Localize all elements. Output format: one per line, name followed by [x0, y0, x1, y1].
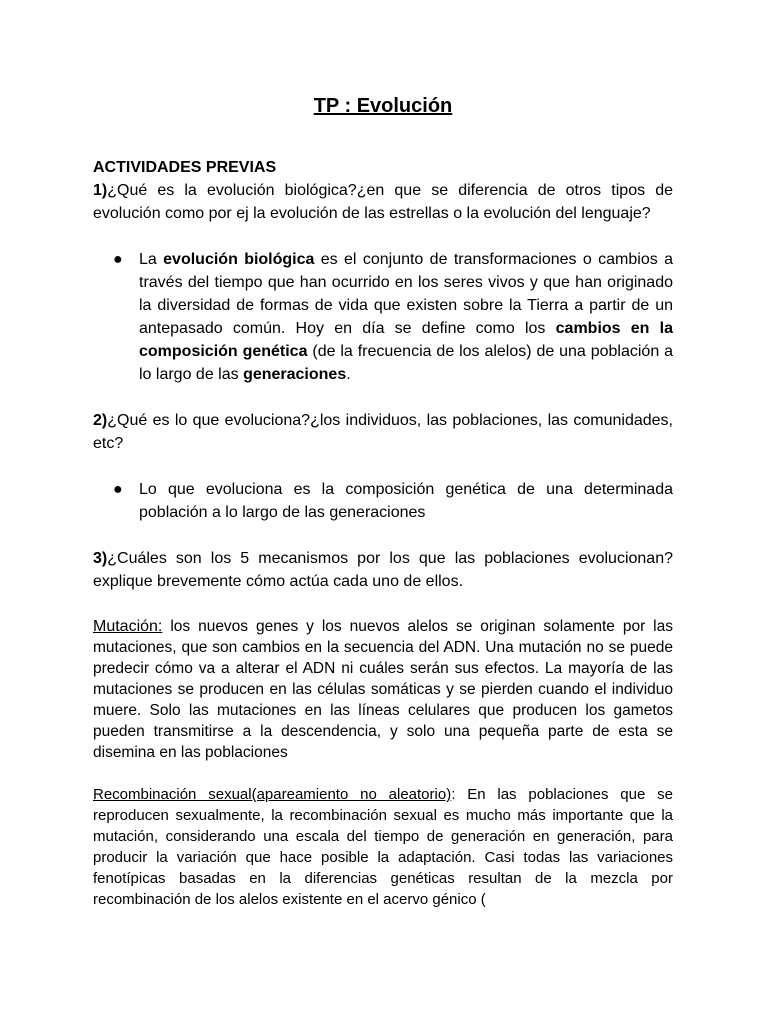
mutacion-text: los nuevos genes y los nuevos alelos se originan solamente por las mutaciones, que son cambios en la secuencia del ADN. Una mutación no se puede predecir cómo va a alterar el ADN ni cuáles serán sus efectos. La mayoría de las mutaciones se producen en las células somáticas y se pierden cuando el individuo muere. Solo las mutaciones en las líneas celulares que producen los gametos pueden transmitirse a la descendencia, y solo una pequeña parte de esta se disemina en las poblaciones — [93, 618, 673, 761]
answer-2-text: Lo que evoluciona es la composición genética de una determinada población a lo largo de las generaciones — [139, 481, 673, 521]
recombinacion-text: : En las poblaciones que se reproducen sexualmente, la recombinación sexual es mucho más importante que la mutación, considerando una escala del tiempo de generación en generación, para producir la variación que hace posible la adaptación. Casi todas las variaciones fenotípicas basadas en la diferencias genéticas resultan de la mezcla por recombinación de los alelos existente en el acervo génico ( — [93, 786, 673, 908]
question-3-text: ¿Cuáles son los 5 mecanismos por los que las poblaciones evolucionan? explique brevemente cómo actúa cada uno de ellos. — [93, 550, 673, 590]
recombinacion-heading: Recombinación sexual(apareamiento no aleatorio) — [93, 786, 452, 803]
answer-1-text — [139, 248, 673, 386]
mutacion-heading: Mutación: — [93, 618, 163, 635]
mutacion-paragraph — [93, 616, 673, 763]
bullet-icon: ● — [113, 481, 123, 498]
answer-1-part: . — [346, 366, 351, 383]
answer-1-part: es el conjunto de transformaciones o cambios a través del tiempo que han ocurrido en los seres vivos y que han originado la diversidad de formas de vida que existen sobre la Tierra a partir de un antepasado común. Hoy en día se define como los — [139, 251, 673, 337]
answer-2 — [93, 478, 673, 524]
question-3 — [93, 547, 673, 593]
question-1 — [93, 179, 673, 225]
question-2 — [93, 409, 673, 455]
section-heading: ACTIVIDADES PREVIAS — [93, 159, 277, 176]
question-1-text: ¿Qué es la evolución biológica?¿en que se diferencia de otros tipos de evolución como por ej la evolución de las estrellas o la evolución del lenguaje? — [93, 182, 673, 222]
page-title: TP : Evolución — [313, 95, 453, 117]
answer-1-part: (de la frecuencia de los alelos) de una población a lo largo de las — [139, 343, 673, 383]
answer-1-bold: cambios en la composición genética — [139, 320, 674, 360]
question-2-number: 2) — [93, 412, 108, 429]
answer-1-bold: evolución biológica — [163, 251, 315, 268]
answer-1 — [93, 248, 673, 386]
bullet-icon: ● — [113, 251, 123, 268]
question-2-text: ¿Qué es lo que evoluciona?¿los individuos, las poblaciones, las comunidades, etc? — [93, 412, 673, 452]
question-1-number: 1) — [93, 182, 108, 199]
answer-1-part: La — [139, 251, 164, 268]
question-3-number: 3) — [93, 550, 108, 567]
recombinacion-paragraph — [93, 784, 673, 910]
document-page — [93, 92, 673, 910]
answer-1-bold: generaciones — [243, 366, 347, 383]
